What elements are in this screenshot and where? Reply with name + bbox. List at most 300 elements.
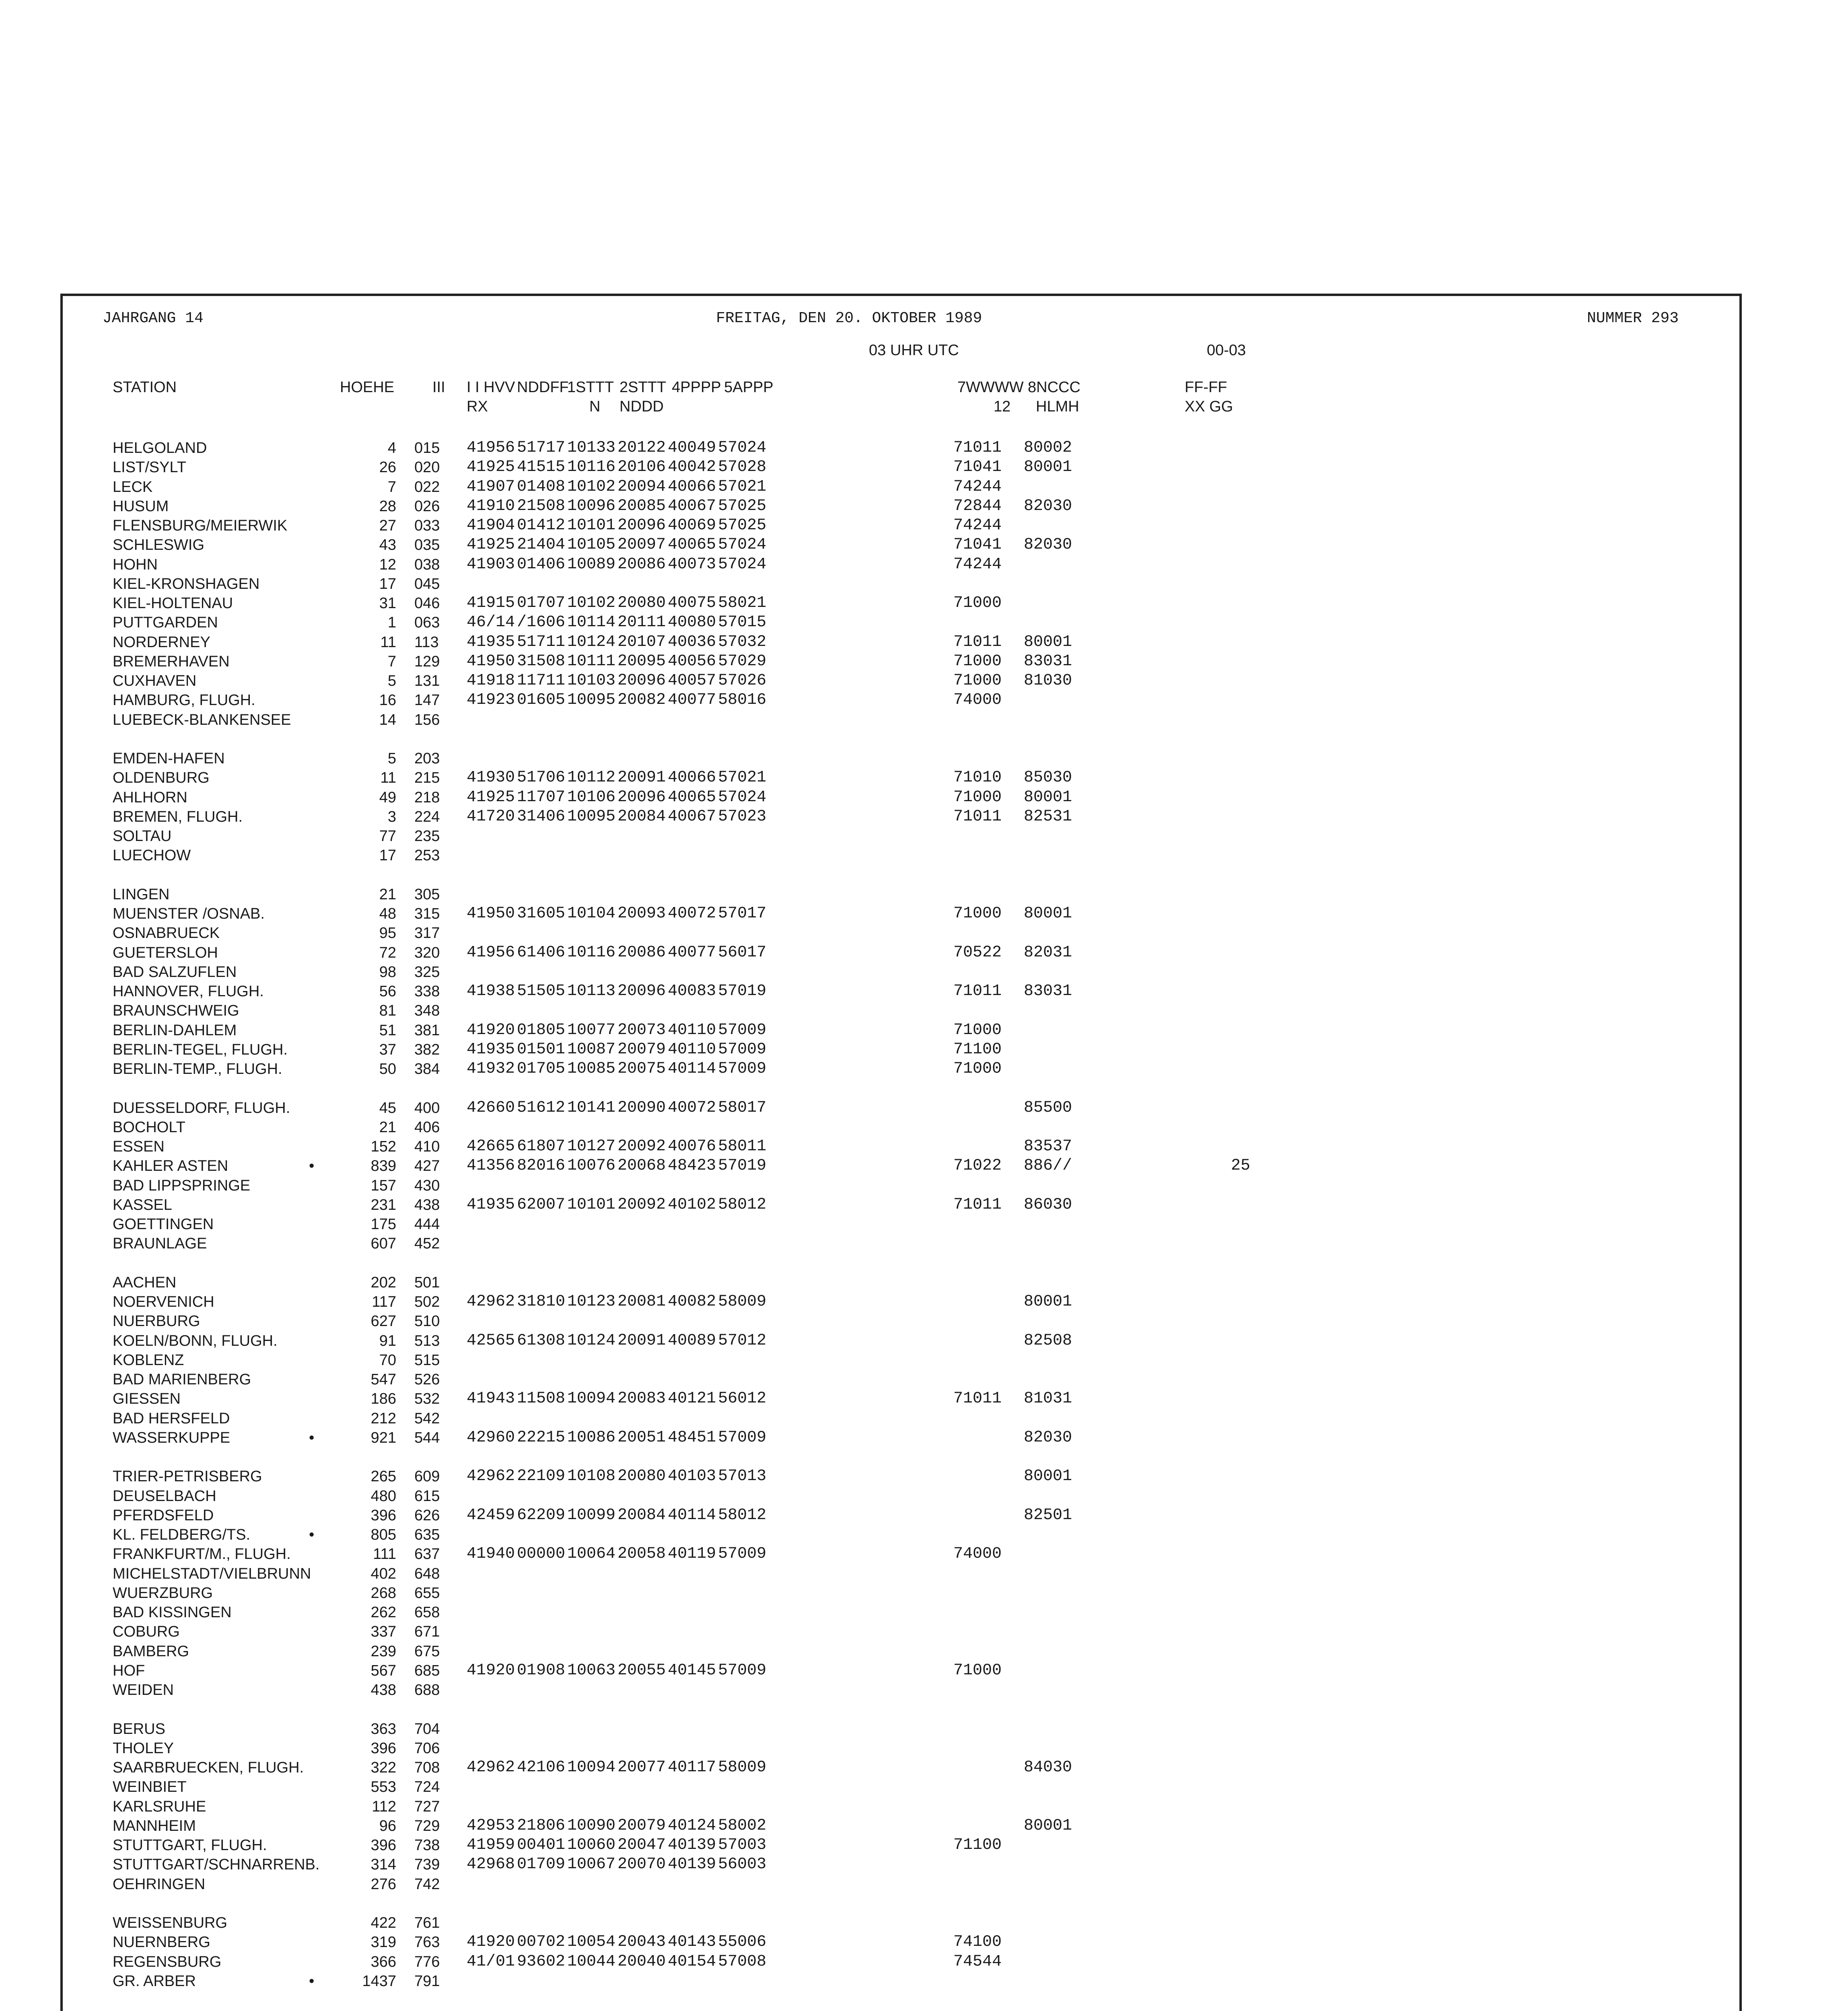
group-ffff: 25 (1231, 1157, 1251, 1175)
station-name: KOELN/BONN, FLUGH. (113, 1332, 278, 1349)
station-id: 637 (414, 1546, 440, 1563)
group-nddff: 11508 (517, 1390, 566, 1408)
group-2sttt: 20080 (617, 594, 666, 612)
group-2sttt: 20085 (617, 497, 666, 515)
group-1sttt: 10141 (567, 1098, 616, 1117)
group-2sttt: 20111 (617, 613, 666, 632)
station-height: 322 (370, 1759, 396, 1776)
mountain-marker: • (309, 1158, 315, 1175)
station-id: 384 (414, 1061, 440, 1077)
station-id: 761 (414, 1914, 440, 1931)
station-name: CUXHAVEN (113, 672, 197, 689)
group-1sttt: 10094 (567, 1758, 616, 1777)
group-2sttt: 20090 (617, 1098, 666, 1117)
station-id: 704 (414, 1720, 440, 1738)
station-name: HELGOLAND (113, 440, 207, 456)
station-name: HUSUM (113, 498, 169, 515)
table-row (0, 1098, 1848, 1118)
group-4pppp: 40083 (668, 982, 716, 1000)
station-name: EMDEN-HAFEN (113, 750, 225, 767)
station-height: 72 (379, 944, 396, 961)
station-height: 319 (370, 1934, 396, 1951)
group-4pppp: 40082 (668, 1293, 716, 1311)
table-row (0, 652, 1848, 671)
col-g7-sub: 12 (994, 398, 1011, 415)
table-row (0, 846, 1848, 865)
group-5appp: 57024 (718, 439, 767, 457)
group-2sttt: 20073 (617, 1021, 666, 1039)
col-g8-sub: HLMH (1036, 398, 1079, 415)
group-2sttt: 20068 (617, 1157, 666, 1175)
station-id: 724 (414, 1779, 440, 1796)
station-id: 738 (414, 1837, 440, 1854)
station-id: 253 (414, 847, 440, 864)
group-2sttt: 20095 (617, 652, 666, 670)
station-height: 5 (387, 750, 396, 767)
station-name: BAD SALZUFLEN (113, 963, 237, 981)
station-height: 26 (379, 459, 396, 476)
station-height: 16 (379, 692, 396, 709)
table-row (0, 1583, 1848, 1603)
station-id: 045 (414, 575, 440, 592)
table-row (0, 1312, 1848, 1331)
station-height: 3 (387, 808, 396, 825)
group-4pppp: 40036 (668, 633, 716, 651)
group-nddff: 00401 (517, 1836, 566, 1854)
group-8nccc: 81031 (1024, 1390, 1072, 1408)
group-5appp: 57029 (718, 652, 767, 670)
station-id: 635 (414, 1526, 440, 1543)
station-name: BAD HERSFELD (113, 1410, 230, 1427)
station-name: SCHLESWIG (113, 537, 205, 554)
station-height: 37 (379, 1041, 396, 1058)
group-iihvv: 41907 (467, 477, 515, 496)
group-iihvv: 42960 (467, 1428, 515, 1447)
station-name: GR. ARBER (113, 1972, 196, 1990)
table-row (0, 768, 1848, 788)
group-1sttt: 10112 (567, 769, 616, 787)
station-name: KIEL-HOLTENAU (113, 595, 233, 612)
station-height: 186 (370, 1390, 396, 1408)
station-id: 338 (414, 983, 440, 1000)
date-title: FREITAG, DEN 20. OKTOBER 1989 (716, 310, 982, 327)
group-4pppp: 40089 (668, 1331, 716, 1350)
station-name: KARLSRUHE (113, 1798, 206, 1815)
group-nddff: 62007 (517, 1195, 566, 1214)
group-5appp: 57026 (718, 672, 767, 690)
group-7wwww: 74000 (953, 691, 1002, 709)
group-nddff: 31406 (517, 807, 566, 826)
station-name: GOETTINGEN (113, 1216, 214, 1233)
group-7wwww: 71000 (953, 1021, 1002, 1039)
group-7wwww: 71000 (953, 594, 1002, 612)
station-name: NORDERNEY (113, 633, 210, 651)
group-7wwww: 71011 (953, 982, 1002, 1000)
group-iihvv: 42953 (467, 1816, 515, 1835)
table-row (0, 827, 1848, 846)
group-8nccc: 82501 (1024, 1506, 1072, 1524)
station-height: 27 (379, 517, 396, 534)
table-row (0, 788, 1848, 807)
group-5appp: 55006 (718, 1933, 767, 1951)
group-5appp: 58017 (718, 1098, 767, 1117)
table-row (0, 438, 1848, 458)
table-row (0, 477, 1848, 497)
col-g9: FF-FF (1185, 379, 1227, 396)
group-2sttt: 20055 (617, 1661, 666, 1680)
group-iihvv: 42962 (467, 1467, 515, 1486)
group-4pppp: 40114 (668, 1506, 716, 1524)
group-5appp: 57025 (718, 516, 767, 535)
table-row (0, 691, 1848, 710)
group-2sttt: 20070 (617, 1855, 666, 1874)
group-4pppp: 40119 (668, 1545, 716, 1563)
group-7wwww: 74244 (953, 555, 1002, 574)
group-8nccc: 80001 (1024, 633, 1072, 651)
group-nddff: 51706 (517, 769, 566, 787)
station-name: LIST/SYLT (113, 459, 187, 476)
group-8nccc: 80001 (1024, 1293, 1072, 1311)
station-id: 501 (414, 1274, 440, 1291)
station-id: 609 (414, 1468, 440, 1485)
group-nddff: 41515 (517, 458, 566, 477)
time-range: 00-03 (1207, 342, 1246, 359)
group-nddff: 31810 (517, 1293, 566, 1311)
group-nddff: 93602 (517, 1952, 566, 1971)
station-id: 510 (414, 1313, 440, 1330)
group-8nccc: 81030 (1024, 672, 1072, 690)
col-g3-sub: N (589, 398, 601, 415)
station-name: WUERZBURG (113, 1584, 213, 1602)
station-name: COBURG (113, 1623, 180, 1641)
station-name: BERLIN-DAHLEM (113, 1022, 237, 1039)
station-id: 739 (414, 1856, 440, 1873)
station-id: 513 (414, 1332, 440, 1349)
station-id: 615 (414, 1487, 440, 1505)
group-1sttt: 10116 (567, 943, 616, 962)
group-5appp: 58016 (718, 691, 767, 709)
group-7wwww: 74100 (953, 1933, 1002, 1951)
station-height: 50 (379, 1061, 396, 1077)
mountain-marker: • (309, 1429, 315, 1446)
group-2sttt: 20096 (617, 982, 666, 1000)
station-name: BREMEN, FLUGH. (113, 808, 243, 825)
mountain-marker: • (309, 1972, 315, 1990)
group-2sttt: 20092 (617, 1195, 666, 1214)
station-id: 147 (414, 692, 440, 709)
group-7wwww: 74000 (953, 1545, 1002, 1563)
station-name: HAMBURG, FLUGH. (113, 692, 255, 709)
station-height: 48 (379, 905, 396, 922)
station-height: 265 (370, 1468, 396, 1485)
table-row (0, 885, 1848, 904)
group-2sttt: 20081 (617, 1293, 666, 1311)
station-height: 402 (370, 1565, 396, 1582)
table-row (0, 1021, 1848, 1040)
group-7wwww: 71000 (953, 672, 1002, 690)
station-height: 314 (370, 1856, 396, 1873)
col-g3: 1STTT (567, 379, 614, 396)
group-4pppp: 40117 (668, 1758, 716, 1777)
row-spacer (0, 730, 1848, 749)
group-1sttt: 10086 (567, 1428, 616, 1447)
station-name: GUETERSLOH (113, 944, 218, 961)
table-row (0, 1156, 1848, 1176)
group-7wwww: 71100 (953, 1836, 1002, 1854)
group-4pppp: 40066 (668, 477, 716, 496)
group-4pppp: 40056 (668, 652, 716, 670)
station-id: 655 (414, 1584, 440, 1602)
row-spacer (0, 1079, 1848, 1098)
group-5appp: 57009 (718, 1661, 767, 1680)
station-id: 156 (414, 711, 440, 728)
group-4pppp: 40077 (668, 943, 716, 962)
table-row (0, 1661, 1848, 1680)
station-name: THOLEY (113, 1740, 174, 1757)
station-id: 438 (414, 1196, 440, 1213)
group-4pppp: 40139 (668, 1855, 716, 1874)
group-7wwww: 71000 (953, 652, 1002, 670)
station-id: 131 (414, 672, 440, 689)
group-5appp: 57024 (718, 555, 767, 574)
group-5appp: 58012 (718, 1506, 767, 1524)
group-5appp: 57032 (718, 633, 767, 651)
group-4pppp: 40067 (668, 497, 716, 515)
group-5appp: 57024 (718, 536, 767, 554)
group-4pppp: 40145 (668, 1661, 716, 1680)
group-2sttt: 20084 (617, 807, 666, 826)
station-height: 1437 (362, 1972, 396, 1990)
group-5appp: 57013 (718, 1467, 767, 1486)
group-4pppp: 40057 (668, 672, 716, 690)
group-1sttt: 10133 (567, 439, 616, 457)
table-row (0, 1428, 1848, 1448)
station-name: KOBLENZ (113, 1351, 184, 1369)
station-id: 381 (414, 1022, 440, 1039)
table-row (0, 982, 1848, 1001)
station-id: 113 (414, 633, 439, 651)
table-row (0, 1409, 1848, 1428)
station-name: HANNOVER, FLUGH. (113, 983, 264, 1000)
group-8nccc: 85500 (1024, 1098, 1072, 1117)
station-name: PUTTGARDEN (113, 614, 218, 631)
table-row (0, 1797, 1848, 1816)
group-nddff: 51612 (517, 1098, 566, 1117)
table-row (0, 1777, 1848, 1797)
station-id: 729 (414, 1817, 440, 1834)
station-name: ESSEN (113, 1138, 165, 1155)
station-height: 7 (387, 478, 396, 496)
station-name: BAMBERG (113, 1643, 189, 1660)
group-4pppp: 40121 (668, 1390, 716, 1408)
col-g1: I I HVV (467, 379, 515, 396)
group-iihvv: 42565 (467, 1331, 515, 1350)
station-height: 12 (379, 556, 396, 573)
group-1sttt: 10103 (567, 672, 616, 690)
group-8nccc: 886// (1024, 1157, 1072, 1175)
station-name: SAARBRUECKEN, FLUGH. (113, 1759, 304, 1776)
station-height: 480 (370, 1487, 396, 1505)
group-1sttt: 10116 (567, 458, 616, 477)
group-5appp: 58011 (718, 1137, 767, 1156)
group-4pppp: 40042 (668, 458, 716, 477)
group-4pppp: 40065 (668, 536, 716, 554)
group-4pppp: 48451 (668, 1428, 716, 1447)
row-spacer (0, 866, 1848, 885)
station-id: 382 (414, 1041, 440, 1058)
station-id: 708 (414, 1759, 440, 1776)
group-4pppp: 40154 (668, 1952, 716, 1971)
group-7wwww: 71011 (953, 439, 1002, 457)
station-height: 95 (379, 925, 396, 942)
station-name: STUTTGART/SCHNARRENB. (113, 1856, 320, 1873)
group-7wwww: 74244 (953, 477, 1002, 496)
station-height: 212 (370, 1410, 396, 1427)
group-5appp: 58009 (718, 1293, 767, 1311)
group-iihvv: 41920 (467, 1021, 515, 1039)
group-8nccc: 80001 (1024, 1467, 1072, 1486)
station-name: WEIDEN (113, 1682, 174, 1698)
group-nddff: 01709 (517, 1855, 566, 1874)
group-5appp: 58009 (718, 1758, 767, 1777)
group-1sttt: 10087 (567, 1040, 616, 1059)
table-row (0, 1855, 1848, 1874)
station-table (0, 438, 1848, 2011)
station-id: 400 (414, 1099, 440, 1117)
group-nddff: 61308 (517, 1331, 566, 1350)
station-height: 14 (379, 711, 396, 728)
station-name: FRANKFURT/M., FLUGH. (113, 1546, 291, 1563)
group-nddff: 42106 (517, 1758, 566, 1777)
station-name: KASSEL (113, 1196, 172, 1213)
station-id: 033 (414, 517, 440, 534)
station-height: 17 (379, 847, 396, 864)
station-id: 203 (414, 750, 440, 767)
station-height: 43 (379, 537, 396, 554)
group-5appp: 57009 (718, 1428, 767, 1447)
table-row (0, 1195, 1848, 1215)
table-row (0, 671, 1848, 691)
station-height: 202 (370, 1274, 396, 1291)
group-7wwww: 71011 (953, 1390, 1002, 1408)
station-name: KIEL-KRONSHAGEN (113, 575, 260, 592)
group-nddff: 22109 (517, 1467, 566, 1486)
station-height: 839 (370, 1158, 396, 1175)
col-g6: 5APPP (724, 379, 774, 396)
table-row (0, 1952, 1848, 1972)
row-spacer (0, 1894, 1848, 1913)
group-5appp: 57025 (718, 497, 767, 515)
col-g9-sub: XX GG (1185, 398, 1233, 415)
report-time: 03 UHR UTC (869, 342, 959, 359)
group-8nccc: 83031 (1024, 982, 1072, 1000)
station-name: TRIER-PETRISBERG (113, 1468, 262, 1485)
group-2sttt: 20080 (617, 1467, 666, 1486)
station-height: 56 (379, 983, 396, 1000)
station-height: 268 (370, 1584, 396, 1602)
group-4pppp: 40110 (668, 1021, 716, 1039)
table-row (0, 1622, 1848, 1641)
station-name: LUECHOW (113, 847, 191, 864)
station-name: BERLIN-TEMP., FLUGH. (113, 1061, 282, 1077)
station-id: 410 (414, 1138, 440, 1155)
station-name: HOF (113, 1662, 145, 1679)
group-7wwww: 71041 (953, 536, 1002, 554)
group-4pppp: 40069 (668, 516, 716, 535)
group-nddff: 01705 (517, 1060, 566, 1078)
col-g4: 2STTT (619, 379, 667, 396)
station-id: 317 (414, 925, 440, 942)
station-id: 776 (414, 1953, 440, 1970)
group-1sttt: 10064 (567, 1545, 616, 1563)
station-name: DUESSELDORF, FLUGH. (113, 1099, 290, 1117)
table-row (0, 943, 1848, 962)
group-4pppp: 40114 (668, 1060, 716, 1078)
group-iihvv: 41923 (467, 691, 515, 709)
group-4pppp: 40143 (668, 1933, 716, 1951)
station-id: 688 (414, 1682, 440, 1698)
table-row (0, 458, 1848, 477)
group-nddff: 22215 (517, 1428, 566, 1447)
group-4pppp: 40072 (668, 905, 716, 923)
station-id: 218 (414, 789, 440, 806)
station-name: LUEBECK-BLANKENSEE (113, 711, 291, 728)
group-1sttt: 10114 (567, 613, 616, 632)
group-1sttt: 10054 (567, 1933, 616, 1951)
table-row (0, 1933, 1848, 1952)
group-iihvv: 41943 (467, 1390, 515, 1408)
station-height: 49 (379, 789, 396, 806)
station-name: PFERDSFELD (113, 1507, 214, 1524)
group-iihvv: 41925 (467, 458, 515, 477)
station-id: 046 (414, 595, 440, 612)
table-row (0, 1875, 1848, 1894)
group-5appp: 56003 (718, 1855, 767, 1874)
group-iihvv: 42962 (467, 1293, 515, 1311)
group-4pppp: 40080 (668, 613, 716, 632)
group-4pppp: 40139 (668, 1836, 716, 1854)
group-1sttt: 10090 (567, 1816, 616, 1835)
station-name: MICHELSTADT/VIELBRUNN (113, 1565, 311, 1582)
station-height: 921 (370, 1429, 396, 1446)
group-8nccc: 86030 (1024, 1195, 1072, 1214)
station-id: 305 (414, 886, 440, 903)
station-id: 515 (414, 1351, 440, 1369)
group-7wwww: 74544 (953, 1952, 1002, 1971)
station-height: 11 (380, 633, 396, 651)
group-7wwww: 71000 (953, 905, 1002, 923)
group-1sttt: 10099 (567, 1506, 616, 1524)
group-5appp: 56012 (718, 1390, 767, 1408)
station-height: 51 (379, 1022, 396, 1039)
group-iihvv: 41959 (467, 1836, 515, 1854)
group-5appp: 56017 (718, 943, 767, 962)
group-4pppp: 40049 (668, 439, 716, 457)
station-id: 406 (414, 1119, 440, 1136)
station-id: 452 (414, 1235, 440, 1252)
group-iihvv: 41720 (467, 807, 515, 826)
station-height: 366 (370, 1953, 396, 1970)
group-8nccc: 83537 (1024, 1137, 1072, 1156)
group-nddff: 51505 (517, 982, 566, 1000)
group-iihvv: 41950 (467, 652, 515, 670)
group-nddff: 21806 (517, 1816, 566, 1835)
group-2sttt: 20096 (617, 672, 666, 690)
col-g5: 4PPPP (672, 379, 721, 396)
station-id: 235 (414, 828, 440, 845)
table-row (0, 1059, 1848, 1079)
group-1sttt: 10124 (567, 1331, 616, 1350)
